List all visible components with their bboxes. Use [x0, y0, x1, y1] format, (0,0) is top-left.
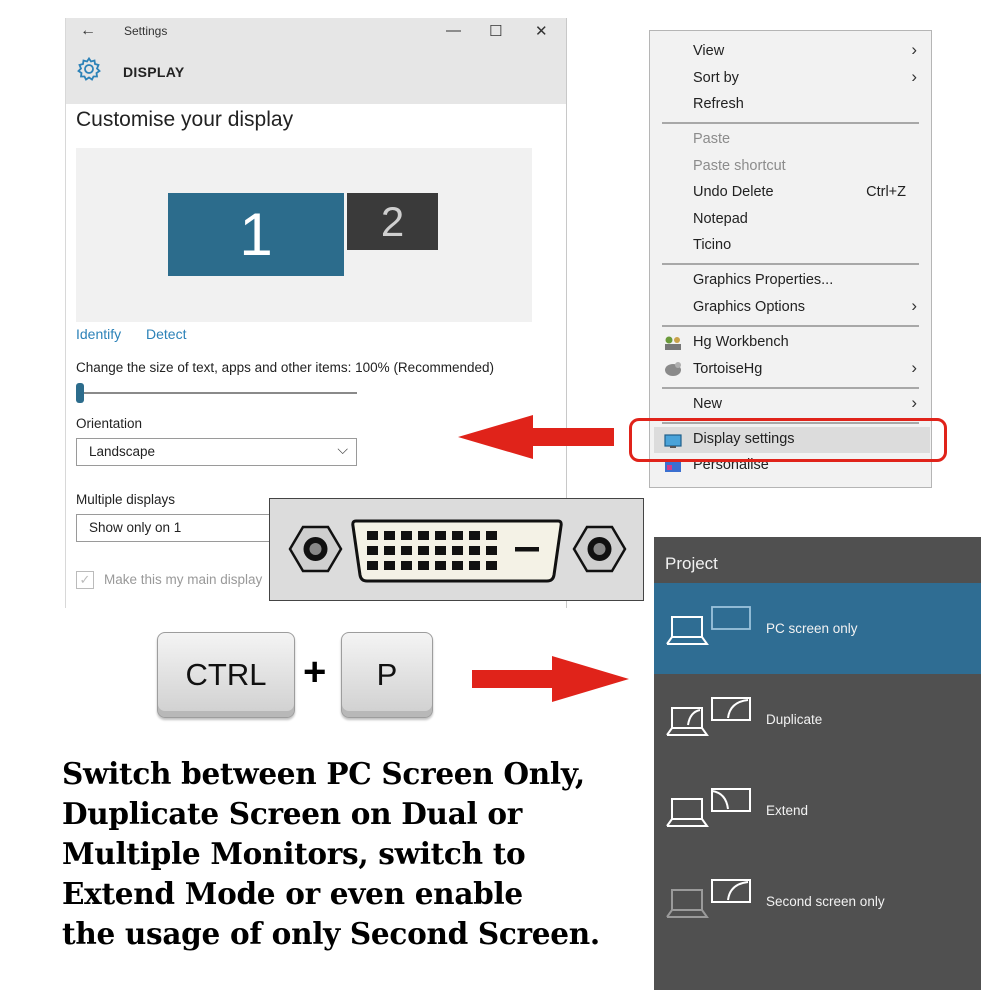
menu-item-personalise[interactable]: Personalise: [693, 457, 769, 473]
page-title: Customise your display: [76, 108, 294, 131]
menu-item-undo-delete[interactable]: Undo Delete: [693, 184, 774, 200]
detect-link[interactable]: Detect: [146, 326, 187, 342]
menu-separator: [662, 387, 919, 389]
menu-item-view[interactable]: View: [693, 43, 725, 59]
dvi-pin: [486, 546, 497, 555]
maximize-button[interactable]: ☐: [489, 23, 503, 40]
submenu-arrow-icon: ›: [911, 67, 917, 86]
dvi-pin: [367, 546, 378, 555]
menu-item-ticino[interactable]: Ticino: [693, 237, 732, 253]
right-arrow-icon: [472, 656, 630, 702]
dvi-pin: [469, 561, 480, 570]
dvi-pin: [452, 561, 463, 570]
scale-slider-track[interactable]: [78, 392, 357, 394]
second-screen-only-icon: [666, 876, 756, 926]
menu-item-notepad[interactable]: Notepad: [693, 211, 748, 227]
orientation-label: Orientation: [76, 416, 143, 431]
orientation-value: Landscape: [89, 444, 156, 459]
dvi-pin: [401, 546, 412, 555]
menu-item-new[interactable]: New: [693, 396, 723, 412]
menu-separator: [662, 325, 919, 327]
dvi-pin: [435, 561, 446, 570]
dvi-pin: [384, 561, 395, 570]
caption-line: Duplicate Screen on Dual or: [62, 796, 523, 831]
identify-link[interactable]: Identify: [76, 326, 122, 342]
minimize-button[interactable]: —: [446, 22, 461, 39]
tortoisehg-icon: [664, 361, 682, 377]
dvi-pin: [435, 531, 446, 540]
dvi-pin: [486, 561, 497, 570]
monitor-1[interactable]: 1: [168, 193, 344, 276]
option-label: Extend: [766, 803, 809, 818]
menu-separator: [662, 122, 919, 124]
left-arrow-icon: [458, 415, 616, 459]
p-key: P: [341, 632, 433, 718]
project-panel: [654, 537, 981, 990]
dvi-pin: [384, 531, 395, 540]
dvi-pin: [452, 546, 463, 555]
dvi-pin: [384, 546, 395, 555]
menu-item-paste-shortcut: Paste shortcut: [693, 158, 786, 174]
caption-line: Extend Mode or even enable: [62, 876, 523, 911]
plus-sign: +: [303, 650, 327, 694]
option-label: PC screen only: [766, 621, 858, 636]
orientation-dropdown[interactable]: [76, 438, 357, 466]
option-pc-screen-only[interactable]: [654, 583, 981, 674]
window-title: Settings: [124, 24, 168, 38]
option-duplicate[interactable]: [654, 674, 981, 765]
submenu-arrow-icon: ›: [911, 393, 917, 412]
back-button[interactable]: ←: [80, 22, 96, 39]
display-settings-callout-box: [629, 418, 947, 462]
main-display-checkbox[interactable]: ✓: [76, 571, 94, 589]
dvi-pin: [435, 546, 446, 555]
option-second-screen-only[interactable]: [654, 856, 981, 947]
menu-item-graphics-properties[interactable]: Graphics Properties...: [693, 272, 834, 288]
caption-line: the usage of only Second Screen.: [62, 916, 600, 951]
dvi-pin: [469, 546, 480, 555]
submenu-arrow-icon: ›: [911, 296, 917, 315]
hg-workbench-icon: [664, 335, 682, 351]
dvi-pin: [469, 531, 480, 540]
option-extend[interactable]: [654, 765, 981, 856]
dvi-pin: [418, 561, 429, 570]
main-display-label: Make this my main display: [104, 572, 263, 587]
chevron-down-icon: ⌵: [337, 441, 348, 457]
menu-item-paste: Paste: [693, 131, 731, 147]
option-label: Duplicate: [766, 712, 823, 727]
instruction-caption: [62, 754, 642, 954]
dvi-pin: [401, 531, 412, 540]
menu-item-refresh[interactable]: Refresh: [693, 96, 744, 112]
monitor-2[interactable]: 2: [347, 193, 438, 250]
dvi-pin: [401, 561, 412, 570]
monitor-arrangement: [76, 148, 532, 322]
pc-screen-only-icon: [666, 603, 756, 653]
multiple-displays-label: Multiple displays: [76, 492, 176, 507]
dvi-connector-icon: [269, 498, 644, 601]
display-heading: DISPLAY: [123, 64, 185, 80]
caption-line: Switch between PC Screen Only,: [62, 756, 585, 791]
menu-item-hg-workbench[interactable]: Hg Workbench: [693, 334, 789, 350]
duplicate-icon: [666, 694, 756, 744]
gear-icon: [76, 56, 102, 82]
menu-separator: [662, 263, 919, 265]
menu-item-sort-by[interactable]: Sort by: [693, 70, 739, 86]
dvi-pin: [367, 531, 378, 540]
caption-line: Multiple Monitors, switch to: [62, 836, 526, 871]
dvi-pin: [418, 546, 429, 555]
ctrl-key: CTRL: [157, 632, 295, 718]
undo-shortcut: Ctrl+Z: [866, 184, 906, 200]
scale-label: Change the size of text, apps and other items: 100% (Recommended): [76, 360, 494, 375]
menu-item-graphics-options[interactable]: Graphics Options: [693, 299, 806, 315]
project-title: Project: [665, 554, 718, 573]
close-button[interactable]: ✕: [535, 23, 548, 40]
scale-slider-thumb[interactable]: [76, 383, 84, 403]
menu-item-tortoisehg[interactable]: TortoiseHg: [693, 361, 763, 377]
multiple-displays-value: Show only on 1: [89, 520, 182, 535]
display-header: [66, 46, 566, 104]
submenu-arrow-icon: ›: [911, 358, 917, 377]
title-bar: [66, 18, 566, 46]
dvi-pin: [452, 531, 463, 540]
dvi-pin: [486, 531, 497, 540]
option-label: Second screen only: [766, 894, 885, 909]
menu-item-display-settings[interactable]: Display settings: [693, 431, 795, 447]
extend-icon: [666, 785, 756, 835]
dvi-pin: [367, 561, 378, 570]
dvi-pin: [418, 531, 429, 540]
submenu-arrow-icon: ›: [911, 40, 917, 59]
